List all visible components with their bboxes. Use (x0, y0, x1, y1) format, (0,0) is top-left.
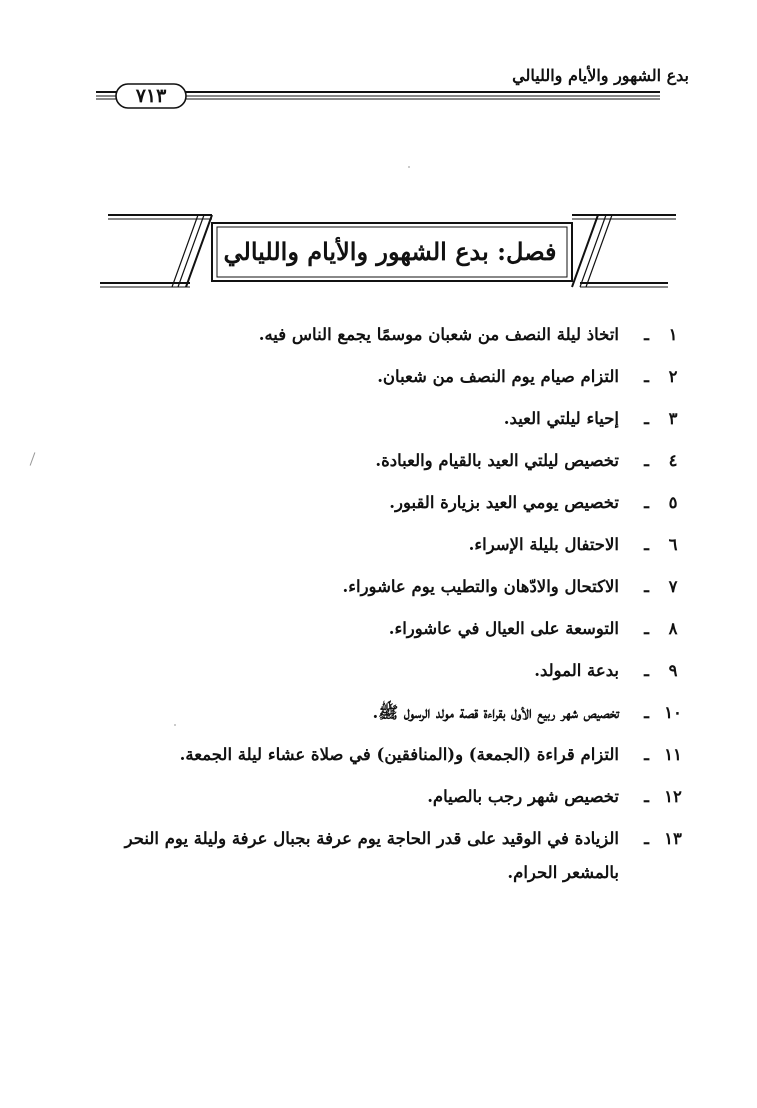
item-text: بدعة المولد. (534, 661, 619, 680)
list-item (80, 528, 685, 570)
item-text: تخصيص ليلتي العيد بالقيام والعبادة. (375, 451, 619, 470)
section-title: فصل: بدع الشهور والأيام والليالي (223, 237, 557, 266)
list-item (80, 570, 685, 612)
list-item (80, 780, 685, 822)
item-separator: ـ (644, 661, 649, 680)
item-separator: ـ (644, 451, 649, 470)
bidah-list (80, 318, 685, 890)
scan-artifact-dot (408, 166, 410, 168)
item-text: تخصيص يومي العيد بزيارة القبور. (389, 493, 619, 512)
item-number: ١٣ (664, 829, 682, 848)
running-title: بدع الشهور والأيام والليالي (512, 66, 689, 85)
list-item (80, 654, 685, 696)
item-number: ٥ (668, 493, 678, 512)
item-separator: ـ (644, 745, 649, 764)
list-item (80, 444, 685, 486)
item-text: التزام صيام يوم النصف من شعبان. (377, 367, 619, 386)
item-number: ٦ (668, 535, 678, 554)
item-text: الزيادة في الوقيد على قدر الحاجة يوم عرفة بجبال عرفة وليلة يوم النحر بالمشعر الحرام. (124, 829, 619, 882)
item-separator: ـ (644, 535, 649, 554)
item-number: ٨ (668, 619, 678, 638)
page-number: ٧١٣ (135, 85, 167, 107)
item-text: الاحتفال بليلة الإسراء. (468, 535, 619, 554)
item-number: ١٢ (664, 787, 682, 806)
item-separator: ـ (644, 493, 649, 512)
section-title-frame (0, 205, 757, 295)
item-separator: ـ (644, 409, 649, 428)
item-text: اتخاذ ليلة النصف من شعبان موسمًا يجمع الناس فيه. (258, 325, 619, 344)
list-item (80, 696, 685, 738)
item-number: ١٠ (664, 703, 682, 722)
scan-artifact-mark (30, 452, 36, 465)
item-number: ٣ (668, 409, 678, 428)
item-text: تخصيص شهر ربيع الأول بقراءة قصة مولد الرسول ﷺ. (372, 703, 619, 722)
list-item (80, 360, 685, 402)
item-number: ٢ (668, 367, 678, 386)
page-header (0, 60, 757, 110)
item-separator: ـ (644, 367, 649, 386)
item-separator: ـ (644, 577, 649, 596)
item-number: ١ (668, 325, 678, 344)
item-number: ١١ (664, 745, 682, 764)
item-number: ٧ (668, 577, 678, 596)
list-item (80, 738, 685, 780)
item-number: ٩ (668, 661, 678, 680)
list-item (80, 822, 685, 890)
item-number: ٤ (668, 451, 678, 470)
item-separator: ـ (644, 787, 649, 806)
item-separator: ـ (644, 703, 649, 722)
scan-artifact-dot (174, 724, 176, 726)
item-text: تخصيص شهر رجب بالصيام. (427, 787, 619, 806)
list-item (80, 486, 685, 528)
item-text: الاكتحال والادّهان والتطيب يوم عاشوراء. (342, 577, 619, 596)
item-separator: ـ (644, 619, 649, 638)
list-item (80, 318, 685, 360)
item-text: إحياء ليلتي العيد. (503, 409, 619, 428)
item-text: التزام قراءة (الجمعة) و(المنافقين) في صلاة عشاء ليلة الجمعة. (179, 745, 619, 764)
item-separator: ـ (644, 325, 649, 344)
list-item (80, 402, 685, 444)
item-text: التوسعة على العيال في عاشوراء. (388, 619, 619, 638)
item-separator: ـ (644, 829, 649, 848)
list-item (80, 612, 685, 654)
